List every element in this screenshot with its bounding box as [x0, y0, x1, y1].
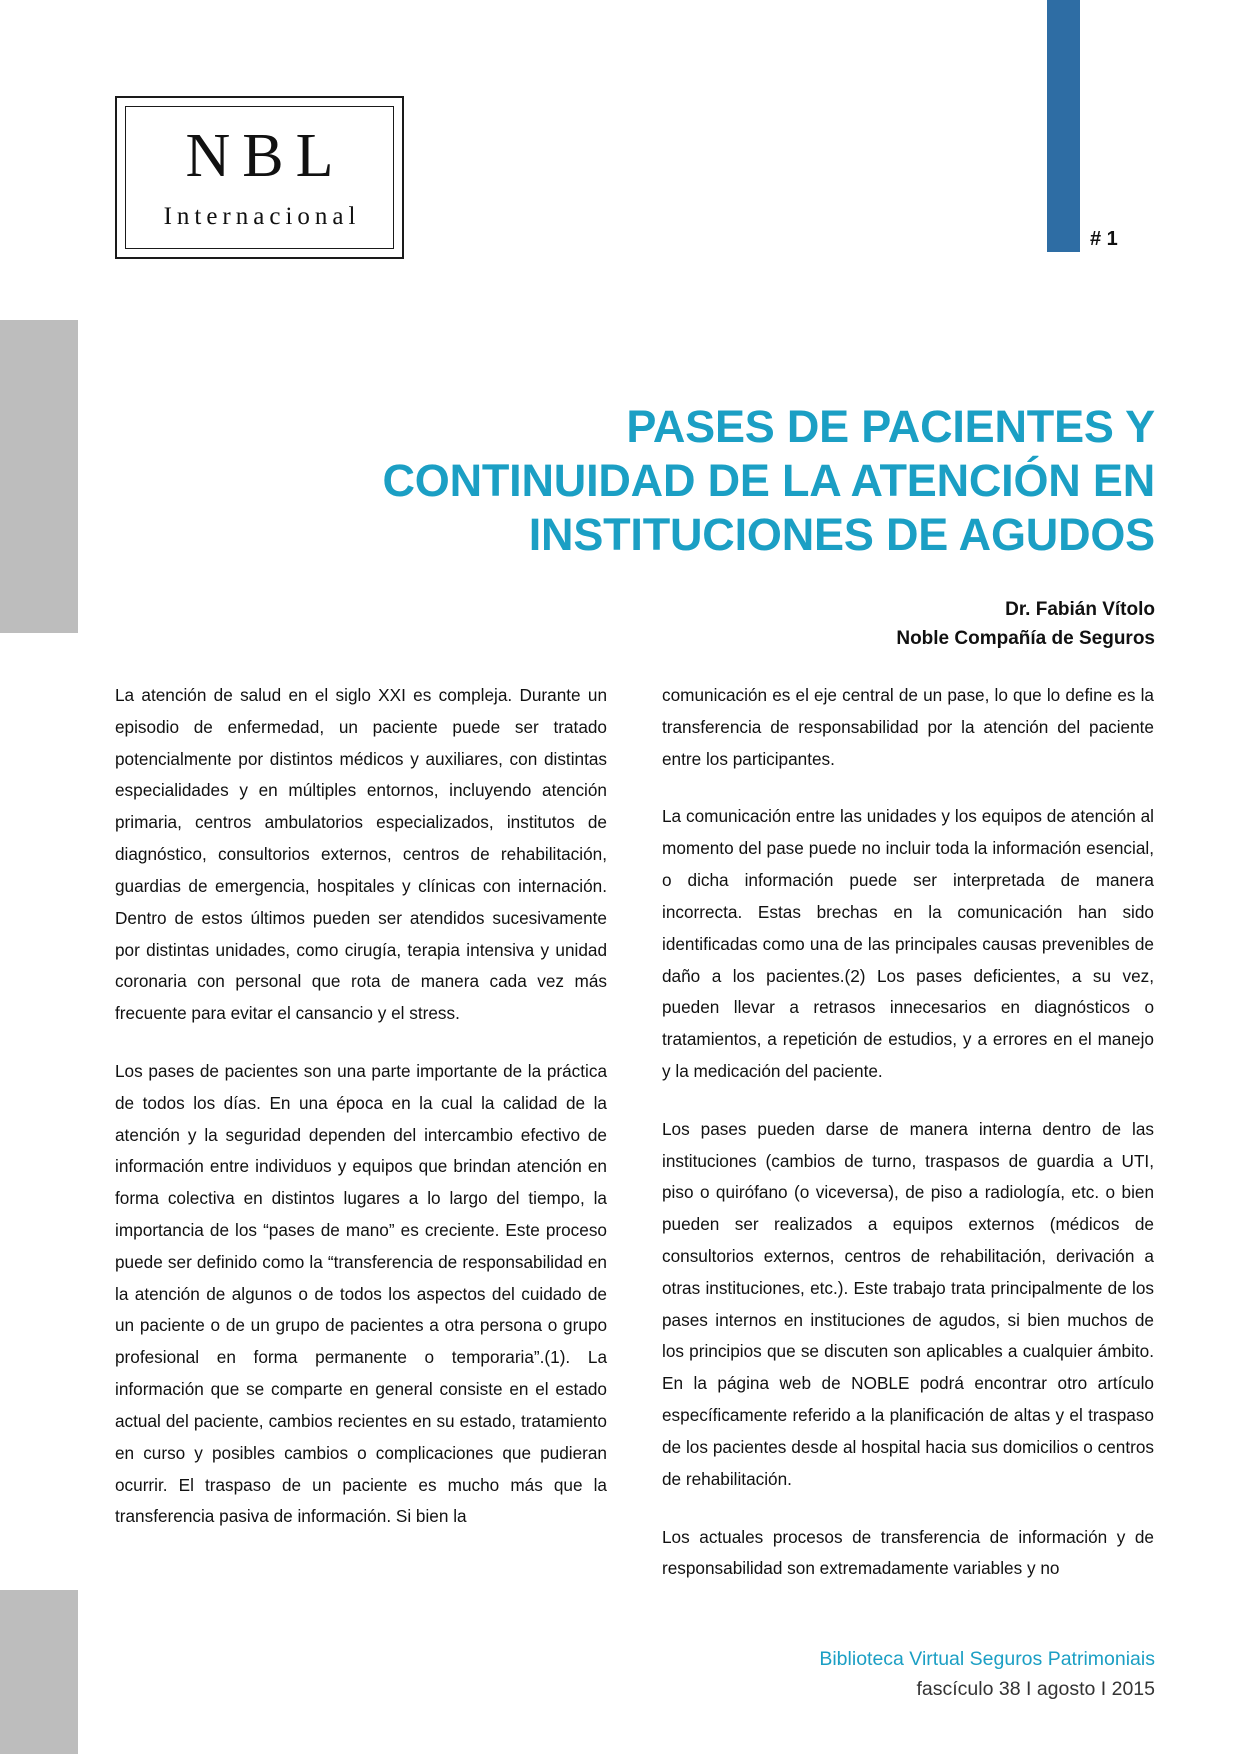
logo-wordmark: NBL — [185, 121, 346, 190]
author-name: Dr. Fabián Vítolo — [1005, 599, 1155, 620]
issue-number: # 1 — [1090, 228, 1118, 250]
logo-tagline: Internacional — [163, 202, 361, 230]
nbl-logo — [115, 96, 404, 259]
title-line-3: INSTITUCIONES DE AGUDOS — [528, 509, 1155, 560]
author-affiliation: Noble Compañía de Seguros — [896, 628, 1155, 650]
paragraph: La comunicación entre las unidades y los equipos de atención al momento del pase puede no incluir toda la información esencial, o dicha información puede ser interpretada de manera incorrecta. Estas brechas en la comunicación han sido identificadas como una de las principales causas prevenibles de daño a los pacientes.(2) Los pases deficientes, a su vez, pueden llevar a retrasos innecesarios en diagnósticos o tratamientos, a repetición de estudios, y a errores en el manejo y la medicación del paciente. — [662, 806, 1154, 1081]
footer-issue-info: fascículo 38 I agosto I 2015 — [916, 1678, 1155, 1701]
paragraph: Los actuales procesos de transferencia de información y de responsabilidad son extremadamente variables y no — [662, 1526, 1154, 1579]
page-footer — [400, 1645, 1155, 1705]
accent-bar-top-right — [1047, 0, 1080, 252]
page-title — [140, 400, 1155, 562]
paragraph: comunicación es el eje central de un pase, lo que lo define es la transferencia de responsabilidad por la atención del paciente entre los participantes. — [662, 685, 1154, 769]
footer-publication: Biblioteca Virtual Seguros Patrimoniais — [819, 1648, 1155, 1670]
accent-bar-left-lower — [0, 1590, 78, 1754]
accent-bar-left-upper — [0, 320, 78, 633]
logo-inner-frame — [125, 106, 394, 249]
column-left — [115, 680, 607, 1611]
paragraph: La atención de salud en el siglo XXI es compleja. Durante un episodio de enfermedad, un paciente puede ser tratado potencialmente por distintos médicos y auxiliares, con distintas especialidades y en múltiples entornos, incluyendo atención primaria, centros ambulatorios especializados, institutos de diagnóstico, consultorios externos, centros de rehabilitación, guardias de emergencia, hospitales y clínicas con internación. Dentro de estos últimos pueden ser atendidos sucesivamente por distintas unidades, como cirugía, terapia intensiva y unidad coronaria con personal que rota de manera cada vez más frecuente para evitar el cansancio y el stress. — [115, 685, 607, 1024]
author-block — [400, 595, 1155, 654]
article-body — [115, 680, 1155, 1611]
title-line-2: CONTINUIDAD DE LA ATENCIÓN EN — [382, 455, 1155, 506]
paragraph: Los pases de pacientes son una parte importante de la práctica de todos los días. En una época en la cual la calidad de la atención y la seguridad dependen del intercambio efectivo de información entre individuos y equipos que brindan atención en forma colectiva en distintos lugares a lo largo del tiempo, la importancia de los “pases de mano” es creciente. Este proceso puede ser definido como la “transferencia de responsabilidad en la atención de algunos o de todos los aspectos del cuidado de un paciente o de un grupo de pacientes a otra persona o grupo profesional en forma permanente o temporaria”.(1). La información que se comparte en general consiste en el estado actual del paciente, cambios recientes en su estado, tratamiento en curso y posibles cambios o complicaciones que pudieran ocurrir. El traspaso de un paciente es mucho más que la transferencia pasiva de información. Si bien la — [115, 1060, 607, 1527]
paragraph: Los pases pueden darse de manera interna dentro de las instituciones (cambios de turno, traspasos de guardia a UTI, piso o quirófano (o viceversa), de piso a radiología, etc. o bien pueden ser realizados a equipos externos (médicos de consultorios externos, centros de rehabilitación, derivación a otras instituciones, etc.). Este trabajo trata principalmente de los pases internos en instituciones de agudos, si bien muchos de los principios que se discuten son aplicables a cualquier ámbito. En la página web de NOBLE podrá encontrar otro artículo específicamente referido a la planificación de altas y el traspaso de los pacientes desde al hospital hacia sus domicilios o centros de rehabilitación. — [662, 1118, 1154, 1489]
title-line-1: PASES DE PACIENTES Y — [626, 401, 1155, 452]
column-right — [662, 680, 1154, 1611]
